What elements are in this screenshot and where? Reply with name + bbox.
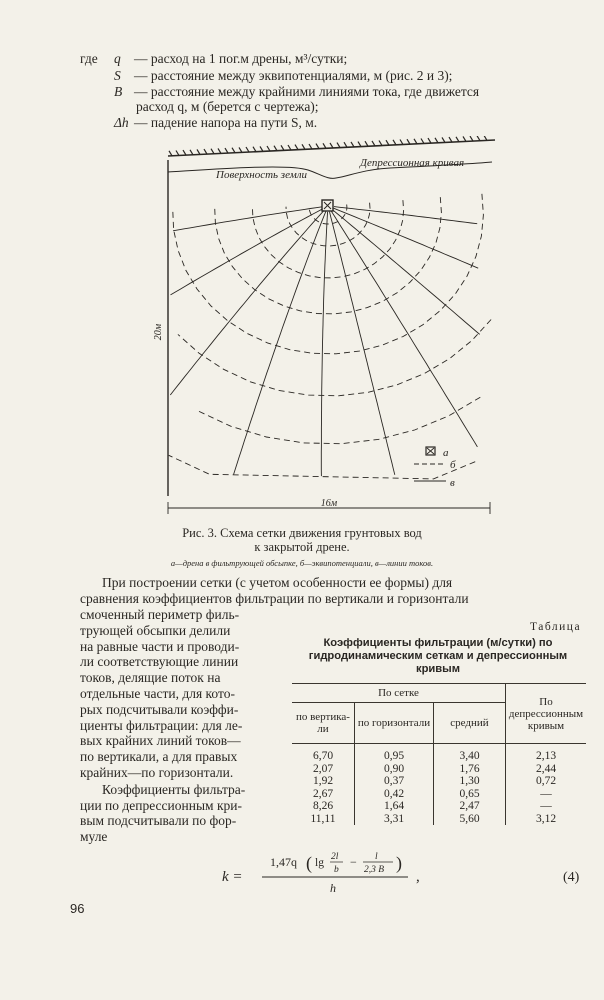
header-vertical: по вертика-ли (292, 703, 355, 744)
definition-symbol: S (114, 68, 121, 83)
paragraph-line: по вертикали, а для правых (80, 749, 238, 765)
streamline (234, 212, 326, 475)
paragraph-line: рых подсчитывали коэффи- (80, 701, 239, 717)
table-row (292, 813, 586, 826)
table-cell: 0,72 (506, 775, 587, 788)
hatch-mark (267, 146, 270, 151)
table-title-line2: гидродинамическим сеткам и депрессионным (308, 650, 568, 662)
hatch-mark (442, 137, 445, 142)
table-cell: 3,40 (434, 750, 506, 763)
formula-paren-open: ( (306, 853, 312, 873)
table-cell: 2,07 (312, 762, 334, 775)
hatch-mark (281, 145, 284, 150)
drain-filter-fill (324, 202, 331, 209)
hatch-mark (365, 141, 368, 146)
definition-text: — падение напора на пути S, м. (134, 115, 318, 130)
definition-s (114, 68, 453, 84)
page-number: 96 (70, 901, 85, 916)
hatch-mark (344, 142, 347, 147)
table-cell: 0,90 (355, 763, 434, 776)
definition-symbol: B (114, 84, 123, 99)
equipotential-line (173, 194, 484, 354)
formula-frac2-num: l (375, 852, 378, 862)
hatch-mark (295, 145, 298, 150)
hatch-mark (337, 143, 340, 148)
paragraph-line: трующей обсыпки делили (80, 622, 231, 638)
hatch-mark (169, 151, 172, 156)
table-cell: 0,95 (355, 750, 434, 763)
formula-coefficient: 1,47q (270, 855, 297, 869)
header-horizontal: по горизонтали (355, 703, 434, 744)
figure-caption-line1: Рис. 3. Схема сетки движения грунтовых вод (182, 526, 422, 540)
figure-caption-legend: а—дрена в фильтрующей обсыпке, б—эквипотенциали, в—линии токов. (170, 558, 434, 568)
hatch-mark (211, 149, 214, 154)
flow-net-figure (150, 136, 505, 521)
formula-comma: , (416, 869, 420, 885)
hatch-mark (400, 140, 403, 145)
legend-key-b: б (450, 459, 456, 471)
paragraph-line: токов, делящие поток на (80, 670, 221, 686)
label-ground-surface: Поверхность земли (216, 169, 308, 181)
formula-minus: − (350, 855, 357, 869)
definition-q (114, 51, 348, 67)
formula-4 (222, 850, 602, 901)
definition-text: — расстояние между эквипотенциалями, м (рис. 2 и 3); (134, 68, 453, 83)
table-row (292, 800, 586, 813)
hatch-mark (288, 145, 291, 150)
legend-key-v: в (450, 477, 455, 489)
label-depression-curve: Депрессионная кривая (360, 157, 465, 169)
streamline (334, 207, 477, 224)
header-by-grid: По сетке (292, 684, 506, 703)
table-cell: 1,76 (434, 763, 506, 776)
formula-paren-close: ) (396, 853, 402, 873)
equipotential-line (169, 455, 476, 479)
hatch-mark (253, 147, 256, 152)
formula-frac2-den: 2,3 B (364, 865, 385, 875)
hatch-mark (379, 141, 382, 146)
paragraph-line: При построении сетки (с учетом особенности ее формы) для (102, 575, 453, 590)
streamline (330, 212, 395, 475)
hatch-mark (204, 149, 207, 154)
paragraph-line: циенты фильтрации: для ле- (80, 717, 243, 733)
table-cell: 2,67 (312, 787, 334, 800)
table-cell: 0,37 (355, 775, 434, 788)
hatch-mark (246, 147, 249, 152)
table-row (292, 775, 586, 788)
table-cell: 2,47 (434, 800, 506, 813)
label-width-16m: 16м (320, 498, 338, 509)
streamline (331, 211, 477, 447)
table-cell: 1,92 (312, 775, 334, 787)
table-body (292, 744, 586, 826)
paragraph-line: сравнения коэффициентов фильтрации по вертикали и горизонтали (80, 591, 469, 606)
hatch-mark (435, 138, 438, 143)
formula-lg: lg (315, 857, 324, 869)
paragraph-line: ли соответствующие линии (80, 654, 239, 670)
hatch-mark (414, 139, 417, 144)
definition-where: где (80, 51, 98, 66)
definition-b (114, 84, 480, 100)
hatch-mark (428, 138, 431, 143)
header-average: средний (434, 703, 506, 744)
definition-text: — расстояние между крайними линиями тока, где движется (134, 84, 480, 99)
hatch-mark (232, 148, 235, 153)
definition-symbol: q (114, 51, 121, 66)
ground-surface-hatching (168, 140, 495, 156)
hatch-mark (393, 140, 396, 145)
formula-lhs: k = (222, 869, 243, 885)
streamline (170, 210, 324, 395)
formula-svg (222, 850, 602, 896)
paragraph-line: вых крайних линий токов— (80, 733, 241, 749)
coefficients-table (292, 683, 586, 825)
table-cell: 6,70 (312, 750, 334, 762)
figure-caption-line2: к закрытой дрене. (254, 540, 350, 554)
paragraph-line: Коэффициенты фильтра- (102, 781, 246, 797)
table-cell: 11,11 (310, 812, 336, 825)
definition-dh (114, 115, 318, 131)
definition-symbol: Δh (114, 115, 129, 130)
paragraph-line: крайних—по горизонтали. (80, 765, 234, 780)
figure-legend (414, 447, 456, 489)
formula-frac1-den: b (334, 865, 339, 875)
table-title-line1: Коэффициенты фильтрации (м/сутки) по (323, 637, 553, 649)
paragraph-line: на равные части и проводи- (80, 638, 240, 654)
table-row (292, 763, 586, 776)
header-by-depression: По депрессионным кривым (506, 684, 587, 744)
formula-frac1-num: 2l (331, 852, 339, 862)
formula-number: (4) (563, 870, 580, 885)
paragraph-line: отдельные части, для кото- (80, 686, 235, 701)
hatch-mark (316, 144, 319, 149)
streamline (333, 210, 480, 335)
hatch-mark (463, 136, 466, 141)
table-cell: 8,26 (312, 800, 334, 812)
definition-b-continued: расход q, м (берется с чертежа); (136, 99, 319, 114)
streamline (334, 208, 479, 268)
streamline (321, 212, 327, 476)
table-row (292, 750, 586, 763)
hatch-mark (449, 137, 452, 142)
table-cell: — (506, 788, 587, 801)
hatch-mark (477, 136, 480, 141)
equipotential-line (178, 320, 491, 396)
table-cell: 2,13 (506, 750, 587, 763)
table-label: Таблица (530, 621, 582, 633)
definition-text: — расход на 1 пог.м дрены, м³/сутки; (134, 51, 348, 66)
table-cell: — (506, 800, 587, 813)
formula-denominator: h (330, 881, 336, 895)
table-cell: 0,42 (355, 788, 434, 801)
table-cell: 2,44 (506, 763, 587, 776)
hatch-mark (386, 140, 389, 145)
equipotential-line (197, 397, 480, 444)
table-cell: 5,60 (434, 813, 506, 826)
table-cell: 0,65 (434, 788, 506, 801)
table-header-row (292, 684, 586, 703)
table-cell: 3,31 (355, 813, 434, 826)
paragraph-line: ции по депрессионным кри- (80, 797, 242, 813)
flow-net-lines (169, 194, 491, 479)
paragraph-line: вым подсчитывали по фор- (80, 813, 237, 829)
hatch-mark (330, 143, 333, 148)
hatch-mark (197, 149, 200, 154)
paragraph-line: смоченный периметр филь- (80, 607, 240, 622)
table-cell: 1,64 (355, 800, 434, 813)
hatch-mark (302, 144, 305, 149)
hatch-mark (183, 150, 186, 155)
legend-key-a: а (443, 447, 449, 459)
table-title-line3: кривым (415, 663, 461, 675)
paragraph-line: муле (80, 829, 108, 845)
table-row (292, 788, 586, 801)
streamline (173, 207, 322, 231)
label-height-20m: 20м (153, 323, 164, 341)
table-cell: 1,30 (434, 775, 506, 788)
hatch-mark (351, 142, 354, 147)
hatch-mark (218, 148, 221, 153)
hatch-mark (239, 147, 242, 152)
table-cell: 3,12 (506, 813, 587, 826)
legend-drain-hatch (427, 448, 434, 454)
